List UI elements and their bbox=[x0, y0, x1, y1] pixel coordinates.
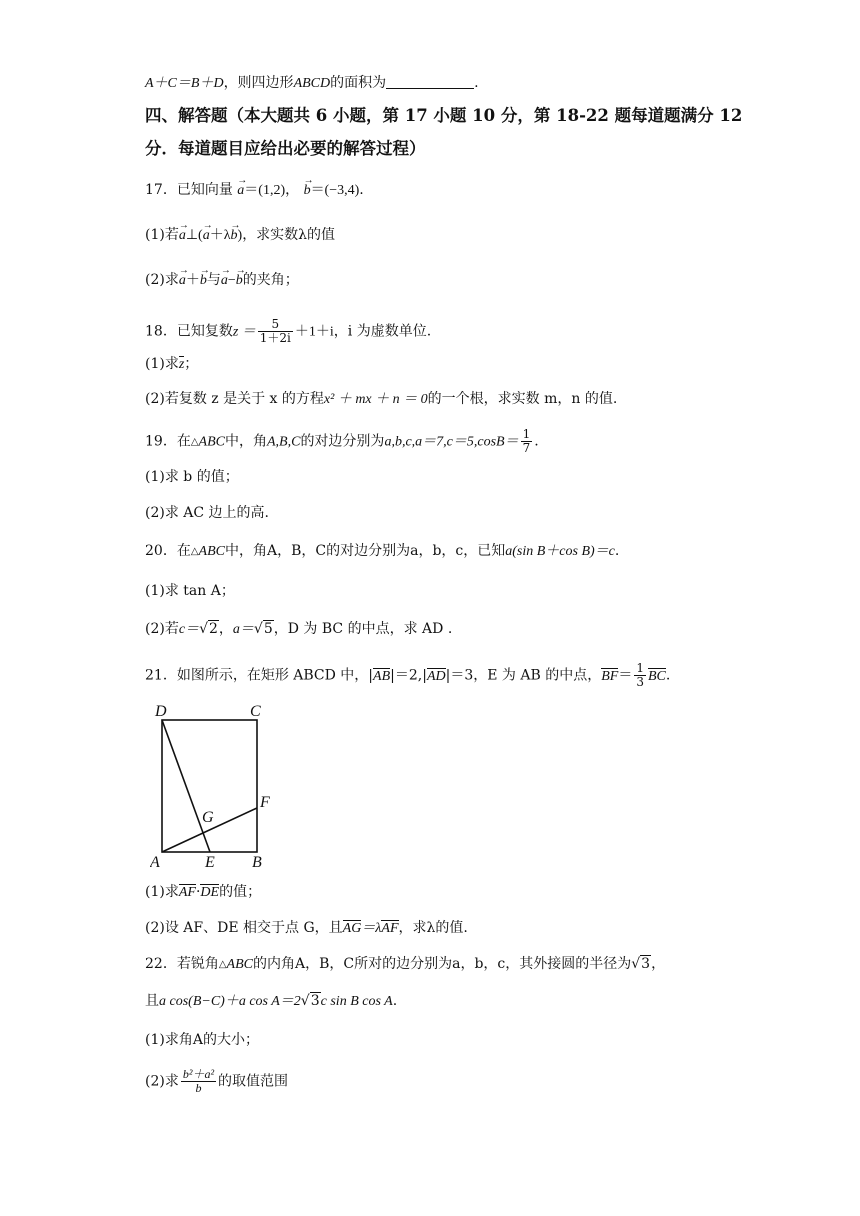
segment-de bbox=[162, 720, 210, 852]
q18-part1: (1)求z； bbox=[145, 356, 199, 372]
q18-part2: (2)若复数 z 是关于 x 的方程x² ＋ mx ＋ n ＝ 0的一个根，求实数 m，n 的值. bbox=[145, 391, 618, 407]
q18-fraction: $\frac{5}{1+2i}$ bbox=[259, 317, 291, 345]
label-a: A bbox=[150, 854, 160, 870]
q22-part2: (2)求 $\frac{\text{b²＋a²}}{b}$ 的取值范围 bbox=[145, 1067, 289, 1095]
q18-stem: 18．已知复数z ＝ $\frac{5}{1+2i}$ ＋1＋i，i 为虚数单位. bbox=[145, 317, 432, 345]
q17-stem: 17．已知向量 → a＝(1,2)， → b＝(−3,4). bbox=[145, 180, 364, 201]
label-c: C bbox=[250, 703, 261, 720]
label-f: F bbox=[260, 794, 270, 811]
q16-tail-line: A＋C＝B＋D，则四边形ABCD的面积为 . bbox=[145, 75, 479, 91]
label-b: B bbox=[252, 854, 262, 870]
q20-part2: (2)若c＝√2，a＝√5，D 为 BC 的中点，求 AD . bbox=[145, 621, 453, 637]
rectangle-figure bbox=[150, 700, 280, 870]
label-e: E bbox=[205, 854, 215, 870]
q17-part1: (1)若→ a⊥(→ a＋λ→ b)，求实数λ的值 bbox=[145, 225, 335, 246]
q21-part1: (1)求AF·DE的值； bbox=[145, 884, 262, 900]
rectangle-abcd bbox=[162, 720, 257, 852]
q19-stem: 19．在△ABC中，角A,B,C的对边分别为a,b,c,a＝7,c＝5,cosB＝ $\frac{1}{7}$ . bbox=[145, 427, 539, 455]
q19-part2: (2)求 AC 边上的高. bbox=[145, 505, 270, 521]
section-4-title: 四、解答题（本大题共 6 小题，第 17 小题 10 分，第 18-22 题每道题满分 12 bbox=[145, 106, 743, 125]
q22-stem: 22．若锐角△ABC的内角A，B，C所对的边分别为a，b，c，其外接圆的半径为√3， bbox=[145, 956, 666, 972]
q20-stem: 20．在△ABC中，角A，B，C的对边分别为a，b，c，已知a(sin B＋cos B)＝c. bbox=[145, 543, 620, 559]
answer-blank[interactable] bbox=[386, 74, 474, 89]
q17-part2: (2)求→ a＋→ b与→ a−→ b的夹角； bbox=[145, 270, 299, 291]
section-4-title-cont: 分．每道题目应给出必要的解答过程） bbox=[145, 139, 426, 158]
q19-fraction: $\frac{1}{7}$ bbox=[522, 427, 531, 455]
q21-part2: (2)设 AF、DE 相交于点 G，且AG＝λAF，求λ的值. bbox=[145, 920, 468, 936]
q20-part1: (1)求 tan A； bbox=[145, 583, 235, 599]
label-d: D bbox=[155, 703, 167, 720]
label-g: G bbox=[202, 809, 214, 826]
q22-fraction: $\frac{\text{b²＋a²}}{b}$ bbox=[182, 1067, 215, 1095]
q16-condition: A＋C＝B＋D bbox=[145, 76, 224, 91]
q21-stem: 21．如图所示，在矩形 ABCD 中，|AB|＝2,|AD|＝3，E 为 AB 的中点，BF＝ $\frac{1}{3}$ BC. bbox=[145, 661, 671, 689]
q19-part1: (1)求 b 的值； bbox=[145, 469, 239, 485]
q22-part1: (1)求角A的大小； bbox=[145, 1032, 259, 1048]
q22-stem-cont: 且a cos(B−C)＋a cos A＝2√3c sin B cos A. bbox=[145, 993, 398, 1009]
